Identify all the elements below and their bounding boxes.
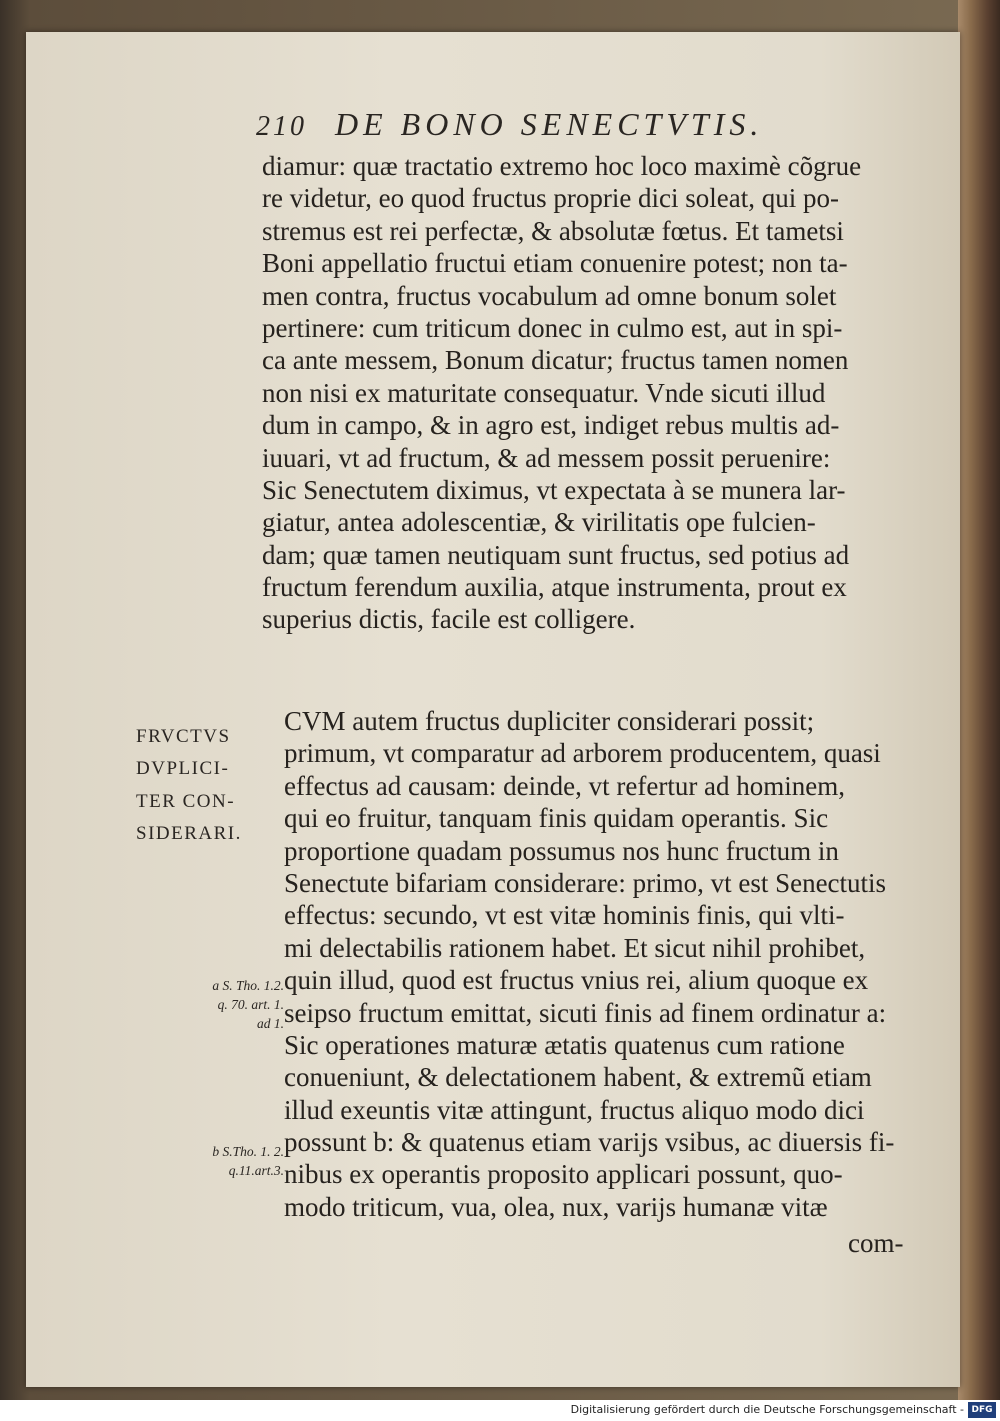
text-line: Sic Senectutem diximus, vt expectata à se munera lar- (262, 474, 846, 505)
text-line: effectus: secundo, vt est vitæ hominis finis, qui vlti- (284, 900, 845, 931)
text-line: CVM autem fructus dupliciter considerari possit; (284, 706, 815, 736)
text-line: possunt b: & quatenus etiam varijs vsibus, ac diuersis fi- (284, 1127, 895, 1158)
marginal-heading-line: TER CON- (136, 790, 236, 812)
text-line: dam; quæ tamen neutiquam sunt fructus, sed potius ad (262, 539, 850, 570)
note-line: a S. Tho. 1.2. (212, 978, 284, 993)
text-line: diamur: quæ tractatio extremo hoc loco maximè cõgrue (262, 151, 862, 181)
text-line: stremus est rei perfectæ, & absolutæ fœtus. Et tametsi (262, 215, 844, 246)
text-line: non nisi ex maturitate consequatur. Vnde sicuti illud (262, 377, 826, 408)
text-line: quin illud, quod est fructus vnius rei, alium quoque ex (284, 965, 869, 996)
marginal-heading-line: SIDERARI. (136, 823, 242, 845)
text-line: Senectute bifariam considerare: primo, vt est Senectutis (284, 867, 887, 898)
marginal-heading-line: FRVCTVS (136, 726, 231, 747)
text-line: Sic operationes maturæ ætatis quatenus cum ratione (284, 1029, 845, 1060)
text-line: illud exeuntis vitæ attingunt, fructus aliquo modo dici (284, 1094, 865, 1125)
marginal-note-b (144, 1142, 284, 1180)
text-line: re videtur, eo quod fructus proprie dici soleat, qui po- (262, 183, 840, 214)
text-line: mi delectabilis rationem habet. Et sicut nihil prohibet, (284, 932, 866, 963)
paragraph-1 (262, 150, 942, 636)
note-line: b S.Tho. 1. 2. (212, 1144, 284, 1159)
page-number: 210 (256, 111, 307, 142)
marginal-heading-line: DVPLICI- (136, 758, 230, 780)
text-line: Boni appellatio fructui etiam conuenire potest; non ta- (262, 248, 848, 279)
text-line: proportione quadam possumus nos hunc fructum in (284, 835, 839, 866)
text-line: seipso fructum emittat, sicuti finis ad finem ordinatur a: (284, 997, 887, 1028)
paragraph-2 (284, 705, 954, 1223)
book-binding-edge (958, 0, 1000, 1400)
catchword: com- (848, 1228, 904, 1258)
note-line: q. 70. art. 1. (217, 997, 284, 1012)
running-head (256, 106, 916, 150)
text-line: superius dictis, facile est colligere. (262, 604, 636, 635)
text-line: primum, vt comparatur ad arborem producentem, quasi (284, 738, 881, 769)
text-line: pertinere: cum triticum donec in culmo est, aut in spi- (262, 312, 843, 343)
text-line: effectus ad causam: deinde, vt refertur ad hominem, (284, 770, 846, 801)
text-line: fructum ferendum auxilia, atque instrumenta, prout ex (262, 572, 847, 603)
footer-credit: Digitalisierung gefördert durch die Deutsche Forschungsgemeinschaft - (570, 1403, 964, 1416)
marginal-note-a (144, 976, 284, 1033)
dfg-logo: DFG (968, 1402, 996, 1418)
text-line: iuuari, vt ad fructum, & ad messem possit peruenire: (262, 442, 831, 473)
text-line: modo triticum, vua, olea, nux, varijs humanæ vitæ (284, 1191, 828, 1222)
text-line: men contra, fructus vocabulum ad omne bonum solet (262, 280, 837, 311)
text-line: dum in campo, & in agro est, indiget rebus multis ad- (262, 410, 840, 441)
text-line: qui eo fruitur, tanquam finis quidam operantis. Sic (284, 803, 829, 834)
note-line: q.11.art.3. (228, 1163, 284, 1178)
text-line: giatur, antea adolescentiæ, & virilitatis ope fulcien- (262, 507, 816, 538)
text-line: conueniunt, & delectationem habent, & extremũ etiam (284, 1062, 872, 1093)
note-line: ad 1. (257, 1016, 284, 1031)
text-line: ca ante messem, Bonum dicatur; fructus tamen nomen (262, 345, 849, 376)
marginal-heading (136, 721, 286, 851)
text-line: nibus ex operantis proposito applicari possunt, quo- (284, 1159, 843, 1190)
running-title: DE BONO SENECTVTIS. (335, 106, 764, 142)
